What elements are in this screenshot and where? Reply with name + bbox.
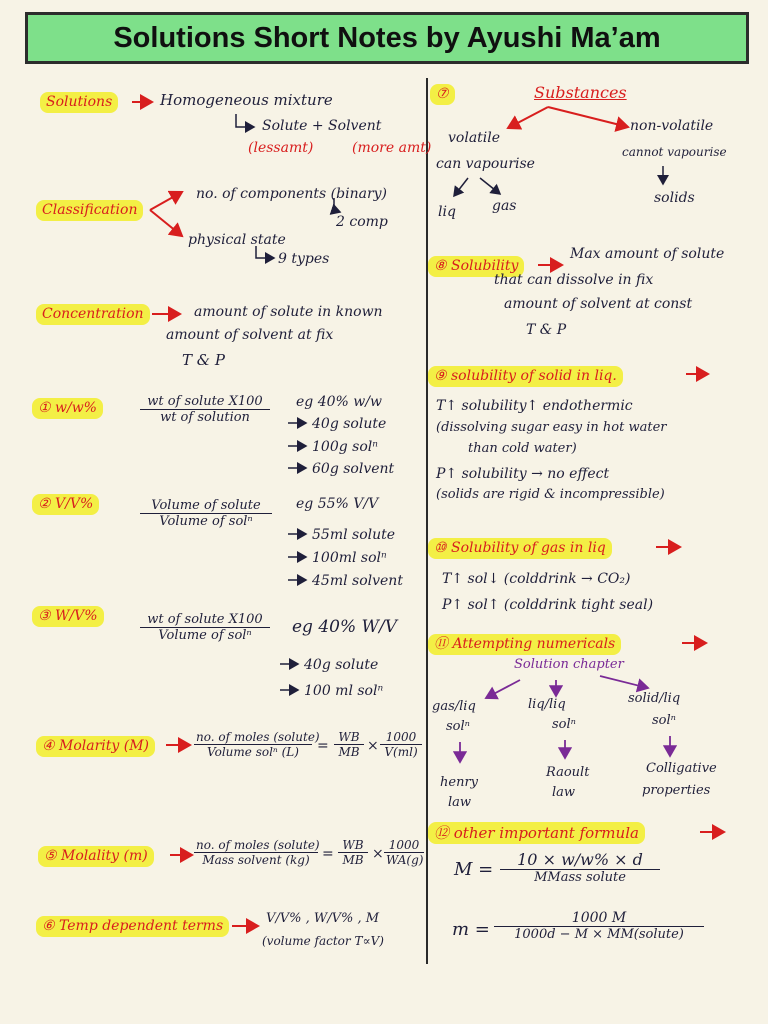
colligative-label: Colligative — [646, 761, 717, 776]
vv-step2: 100ml solⁿ — [312, 550, 387, 566]
molarity-1000: 1000 — [380, 730, 422, 745]
arrow-substances-right — [548, 107, 628, 127]
numericals-label: ⑪ Attempting numericals — [428, 634, 621, 655]
solid-liq-line4: P↑ solubility → no effect — [436, 466, 610, 482]
vv-step3: 45ml solvent — [312, 573, 403, 589]
arrow-solute-solvent — [236, 114, 254, 127]
temp-line2: (volume factor T∝V) — [262, 934, 384, 948]
solutions-parts: Solute + Solvent — [262, 118, 382, 134]
molality-wb-fraction — [338, 838, 368, 867]
solid-liq-line2: (dissolving sugar easy in hot water — [436, 420, 667, 435]
molarity-formula-lhs: M = — [454, 859, 494, 880]
colligative-label-2: properties — [642, 783, 711, 798]
solid-liq-soln-label-2: solⁿ — [652, 713, 676, 728]
classification-types: 9 types — [278, 251, 330, 267]
molarity-formula-numerator: 10 × w/w% × d — [500, 850, 660, 870]
molarity-formula-denominator: MMass solute — [534, 870, 626, 885]
raoult-law-label: Raoult — [546, 765, 590, 780]
molarity-wb-fraction — [334, 730, 364, 759]
substances-label: Substances — [534, 83, 627, 102]
solutions-definition: Homogeneous mixture — [160, 91, 333, 109]
wv-denominator: Volume of solⁿ — [158, 628, 252, 643]
molarity-mb: MB — [338, 745, 360, 759]
classification-binary-two: 2 comp — [336, 214, 388, 230]
concentration-label: Concentration — [36, 304, 150, 325]
molality-formula-denominator: 1000d − M × MM(solute) — [514, 927, 684, 942]
gas-liq-soln-label-2: solⁿ — [446, 719, 470, 734]
wv-step1: 40g solute — [304, 657, 379, 673]
molality-w-fraction — [384, 838, 424, 867]
gas-liq-line1: T↑ sol↓ (colddrink → CO₂) — [442, 571, 631, 587]
vv-label: ② V/V% — [32, 494, 99, 515]
solution-chapter-label: Solution chapter — [514, 657, 624, 672]
vv-denominator: Volume of solⁿ — [159, 514, 253, 529]
molality-denominator: Mass solvent (kg) — [202, 853, 310, 867]
wv-step2: 100 ml solⁿ — [304, 683, 384, 699]
henry-law-label: henry — [440, 775, 478, 790]
arrow-chapter-gas — [486, 680, 520, 698]
vv-step1: 55ml solute — [312, 527, 396, 543]
molality-1000: 1000 — [384, 838, 424, 853]
ww-fraction — [140, 394, 270, 425]
concentration-line1: amount of solute in known — [194, 304, 383, 320]
arrow-volatile-liq — [454, 178, 468, 196]
ww-step3: 60g solvent — [312, 461, 395, 477]
molality-times: × — [372, 846, 384, 862]
molality-equals: = — [322, 846, 334, 862]
solubility-line4: T & P — [526, 322, 567, 338]
liq-liq-soln-label-2: solⁿ — [552, 717, 576, 732]
solubility-line1: Max amount of solute — [570, 246, 725, 262]
wv-example: eg 40% W/V — [292, 617, 398, 637]
cannot-vapourise-label: cannot vapourise — [622, 145, 727, 159]
formula-label: ⑫ other important formula — [428, 822, 645, 844]
molarity-formula-fraction — [500, 850, 660, 885]
arrow-substances-left — [508, 107, 548, 128]
molarity-times: × — [367, 738, 379, 754]
liq-liq-soln-label: liq/liq — [528, 697, 566, 712]
molality-mb: MB — [342, 853, 364, 867]
non-volatile-label: non-volatile — [630, 118, 714, 134]
solubility-label: ⑧ Solubility — [428, 256, 524, 277]
gas-label: gas — [492, 198, 517, 214]
molality-formula-numerator: 1000 M — [494, 910, 704, 927]
molality-numerator: no. of moles (solute) — [196, 838, 320, 852]
ww-step2: 100g solⁿ — [312, 439, 378, 455]
arrow-chapter-solid — [600, 676, 648, 688]
vv-fraction — [140, 498, 272, 529]
solubility-line2: that can dissolve in fix — [494, 272, 654, 288]
molality-wag: WA(g) — [386, 853, 424, 867]
ww-label: ① w/w% — [32, 398, 103, 419]
gas-liq-soln-label: gas/liq — [432, 699, 476, 714]
wv-label: ③ W/V% — [32, 606, 104, 627]
solid-liq-label: ⑨ solubility of solid in liq. — [428, 366, 623, 387]
wv-fraction — [140, 612, 270, 643]
molarity-label: ④ Molarity (M) — [36, 736, 155, 757]
solubility-line3: amount of solvent at const — [504, 296, 693, 312]
vv-numerator: Volume of solute — [140, 498, 272, 514]
molarity-vml: V(ml) — [384, 745, 418, 759]
gas-liq-line2: P↑ sol↑ (colddrink tight seal) — [442, 597, 654, 613]
molality-formula-fraction — [494, 910, 704, 942]
title-banner — [25, 12, 749, 64]
molarity-denominator: Volume solⁿ (L) — [207, 745, 299, 759]
concentration-line3: T & P — [182, 351, 225, 369]
ww-denominator: wt of solution — [160, 410, 250, 425]
molality-formula-lhs: m = — [452, 919, 490, 940]
molarity-equals: = — [317, 738, 329, 754]
vv-example: eg 55% V/V — [296, 496, 379, 512]
can-vapourise-label: can vapourise — [436, 156, 535, 172]
molarity-fraction — [194, 730, 320, 759]
ww-numerator: wt of solute X100 — [140, 394, 270, 410]
volatile-label: volatile — [448, 130, 501, 146]
molarity-v-fraction — [380, 730, 422, 759]
solid-liq-line5: (solids are rigid & incompressible) — [436, 487, 665, 502]
molality-wb: WB — [338, 838, 368, 853]
classification-label: Classification — [36, 200, 143, 221]
molarity-numerator: no. of moles (solute) — [196, 730, 320, 744]
wv-numerator: wt of solute X100 — [140, 612, 270, 628]
concentration-line2: amount of solvent at fix — [166, 327, 334, 343]
solid-liq-line3: than cold water) — [468, 441, 577, 456]
classification-components: no. of components (binary) — [196, 186, 388, 202]
arrow-classification-down — [150, 210, 182, 236]
liq-label: liq — [438, 204, 456, 220]
temp-label: ⑥ Temp dependent terms — [36, 916, 229, 937]
henry-law-label-2: law — [448, 795, 472, 810]
solid-liq-line1: T↑ solubility↑ endothermic — [436, 398, 633, 414]
ww-step1: 40g solute — [312, 416, 387, 432]
solute-lesser-note: (lessamt) — [248, 140, 314, 156]
arrow-classification-up — [150, 192, 182, 210]
molarity-wb: WB — [334, 730, 364, 745]
solvent-more-note: (more amt) — [352, 140, 432, 156]
classification-physical: physical state — [188, 232, 286, 248]
arrow-volatile-gas — [480, 178, 500, 194]
solid-liq-soln-label: solid/liq — [628, 691, 681, 706]
ww-example: eg 40% w/w — [296, 394, 382, 410]
gas-liq-label: ⑩ Solubility of gas in liq — [428, 538, 612, 559]
molality-label: ⑤ Molality (m) — [38, 846, 154, 867]
solids-label: solids — [654, 190, 695, 206]
raoult-law-label-2: law — [552, 785, 576, 800]
solutions-label: Solutions — [40, 92, 118, 113]
page-title: Solutions Short Notes by Ayushi Ma’am — [113, 21, 661, 54]
temp-line1: V/V% , W/V% , M — [266, 911, 380, 926]
molality-fraction — [194, 838, 318, 867]
substances-number: ⑦ — [430, 84, 455, 105]
